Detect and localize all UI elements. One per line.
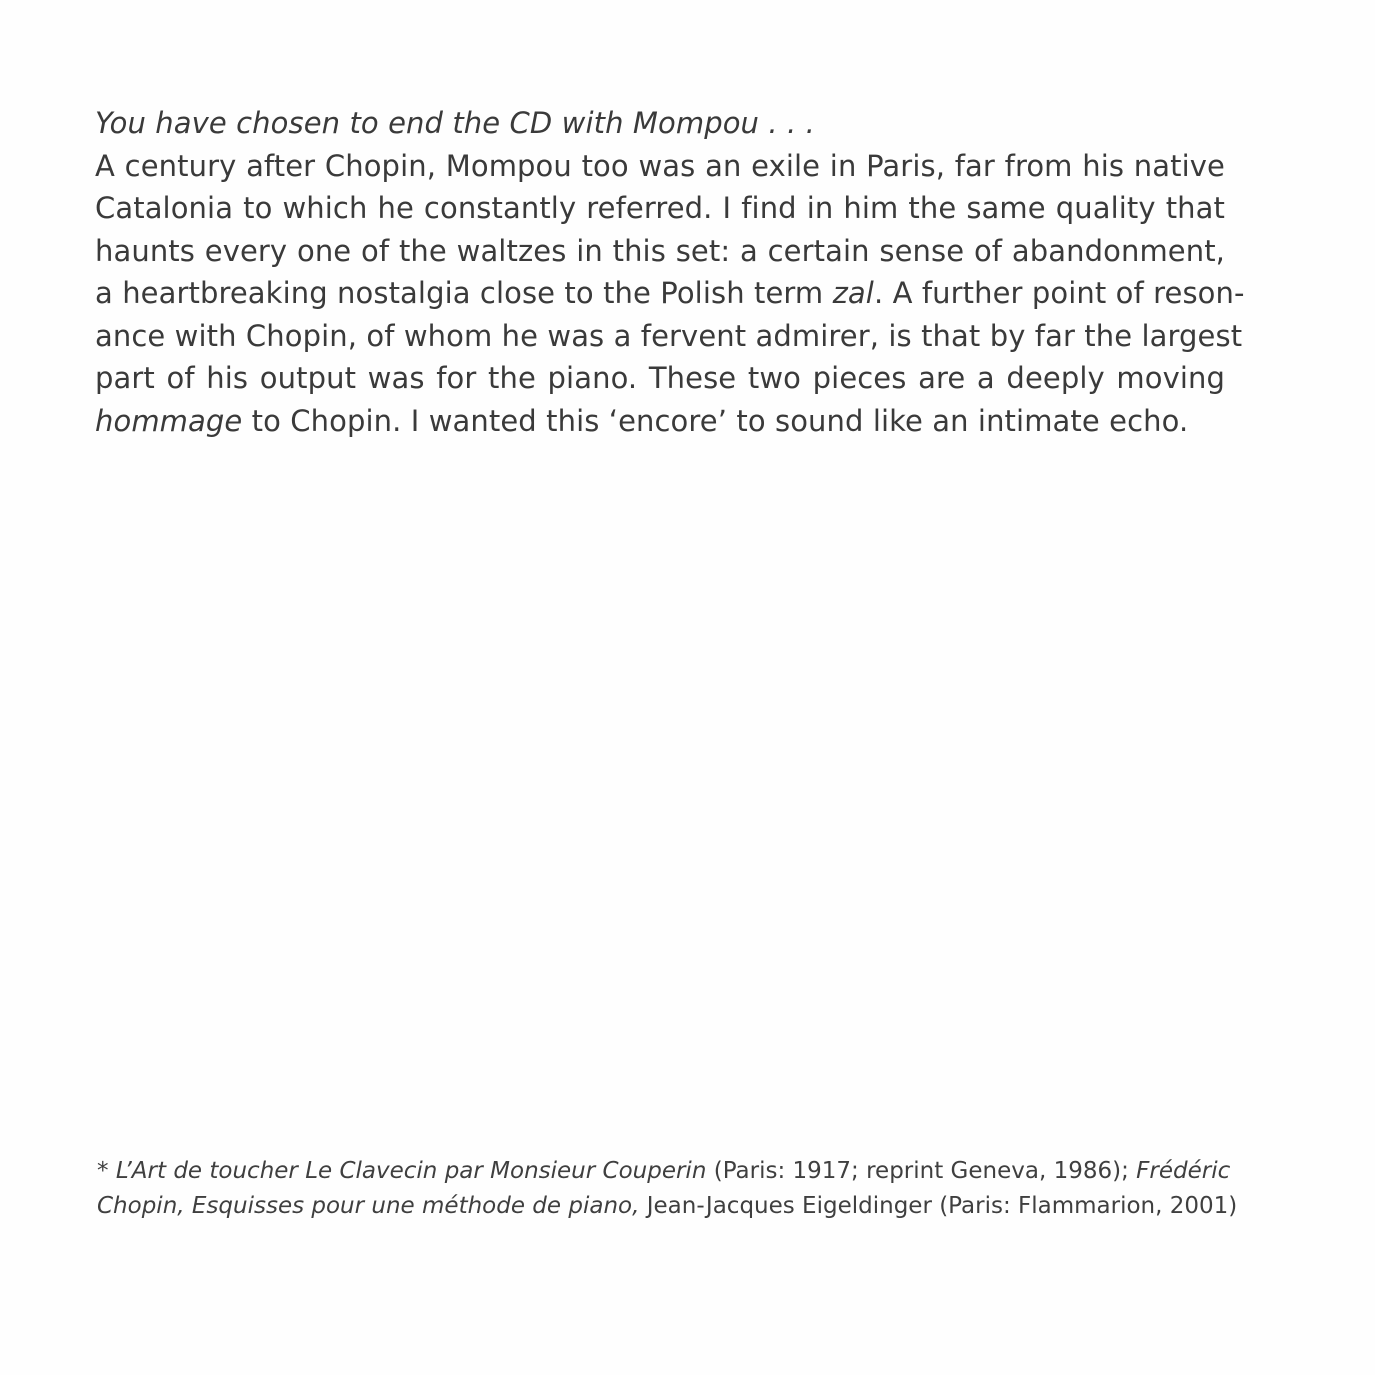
answer-line: A century after Chopin, Mompou too was an exile in Paris, far from his native (95, 148, 1225, 183)
answer-line: Catalonia to which he constantly referred. I find in him the same quality that (95, 191, 1225, 225)
answer-line: ance with Chopin, of whom he was a fervent admirer, is that by far the largest (95, 318, 1243, 353)
footnote-line: * L’Art de toucher Le Clavecin par Monsieur Couperin (Paris: 1917; reprint Geneva, 1986); Frédéric (97, 1158, 1231, 1184)
footnote-title: L’Art de toucher Le Clavecin par Monsieur Couperin (115, 1158, 707, 1184)
answer-line: part of his output was for the piano. These two pieces are a deeply moving (95, 361, 1225, 395)
footnote-title: Chopin, Esquisses pour une méthode de piano, (97, 1193, 640, 1219)
footnote-title: Frédéric (1136, 1158, 1231, 1184)
footnote (97, 1154, 1238, 1224)
hommage-term: hommage (95, 403, 243, 438)
footnote-line: Chopin, Esquisses pour une méthode de piano, Jean-Jacques Eigeldinger (Paris: Flammarion, 2001) (97, 1193, 1238, 1219)
interview-question: You have chosen to end the CD with Mompou . . . (95, 106, 815, 140)
answer-line: a heartbreaking nostalgia close to the Polish term zal. A further point of reson- (95, 276, 1245, 310)
answer-line: hommage to Chopin. I wanted this ‘encore’ to sound like an intimate echo. (95, 403, 1189, 438)
polish-term: zal (832, 276, 874, 310)
answer-line: haunts every one of the waltzes in this set: a certain sense of abandonment, (95, 233, 1225, 268)
interview-passage (95, 102, 1245, 442)
